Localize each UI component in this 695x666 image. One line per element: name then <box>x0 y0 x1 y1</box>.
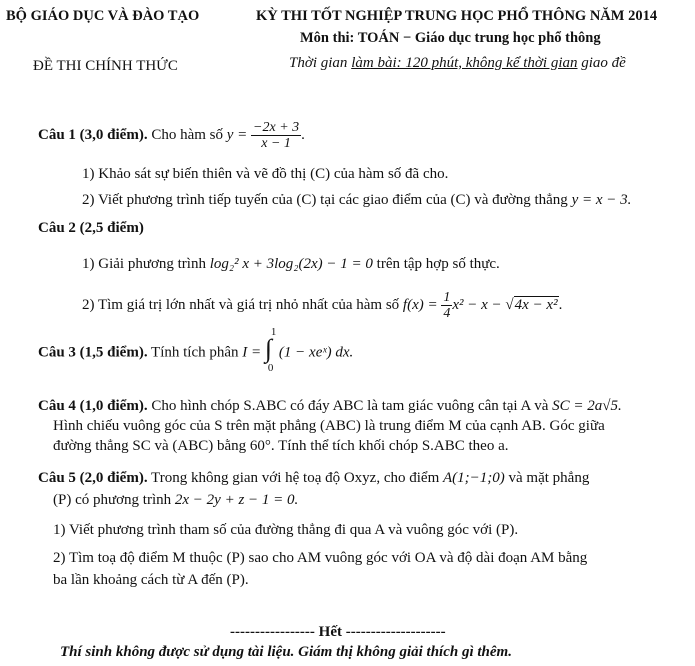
exam-time: Thời gian làm bài: 120 phút, không kể thời gian giao đề <box>289 55 626 71</box>
question-4-line-1: Câu 4 (1,0 điểm). Cho hình chóp S.ABC có đáy ABC là tam giác vuông cân tại A và SC = 2a√5. <box>38 398 622 414</box>
question-1: Câu 1 (3,0 điểm). Cho hàm số y = $\frac{-2x + 3}{x - 1}$ . <box>38 120 305 151</box>
question-4-label: Câu 4 (1,0 điểm). <box>38 398 148 414</box>
q2-part-2: 2) Tìm giá trị lớn nhất và giá trị nhỏ nhất của hàm số f(x) = $\frac{1}{4}$ x² − x − √4x − x². <box>82 290 563 321</box>
question-3-label: Câu 3 (1,5 điểm). <box>38 344 148 361</box>
question-5-line-1: Câu 5 (2,0 điểm). Trong không gian với hệ toạ độ Oxyz, cho điểm A(1;−1;0) và mặt phẳng <box>38 470 590 486</box>
q5-part-1: 1) Viết phương trình tham số của đường thẳng đi qua A và vuông góc với (P). <box>53 522 519 538</box>
exam-subject: Môn thi: TOÁN − Giáo dục trung học phổ thông <box>300 30 601 46</box>
exam-title: KỲ THI TỐT NGHIỆP TRUNG HỌC PHỔ THÔNG NĂM 2014 <box>256 8 658 24</box>
q5-part-2-line-1: 2) Tìm toạ độ điểm M thuộc (P) sao cho AM vuông góc với OA và độ dài đoạn AM bằng <box>53 550 588 566</box>
q2-part-1: 1) Giải phương trình log₂² x + 3log₂(2x) − 1 = 0 trên tập hợp số thực. <box>82 256 500 272</box>
q2-fraction: $\frac{1}{4}$ <box>443 290 451 321</box>
integral-sign: ∫ 1 0 <box>264 326 277 374</box>
ministry-name: BỘ GIÁO DỤC VÀ ĐÀO TẠO <box>6 8 200 24</box>
question-4-line-2: Hình chiếu vuông góc của S trên mặt phẳng (ABC) là trung điểm M của cạnh AB. Góc giữa <box>53 418 605 434</box>
question-3: Câu 3 (1,5 điểm). Tính tích phân I = ∫ 1 0 (1 − xeˣ) dx. <box>38 326 354 374</box>
q1-fraction: $\frac{-2x + 3}{x - 1}$ <box>253 120 300 151</box>
question-2-label: Câu 2 (2,5 điểm) <box>38 220 144 236</box>
question-1-label: Câu 1 (3,0 điểm). <box>38 126 148 143</box>
question-5-label: Câu 5 (2,0 điểm). <box>38 470 148 486</box>
question-4-line-3: đường thẳng SC và (ABC) bằng 60°. Tính thể tích khối chóp S.ABC theo a. <box>53 438 509 454</box>
q1-part-2: 2) Viết phương trình tiếp tuyến của (C) tại các giao điểm của (C) và đường thẳng y = x − 3. <box>82 192 632 208</box>
question-5-line-2: (P) có phương trình 2x − 2y + z − 1 = 0. <box>53 492 299 508</box>
q1-part-1: 1) Khảo sát sự biến thiên và vẽ đồ thị (C) của hàm số đã cho. <box>82 166 449 182</box>
q5-part-2-line-2: ba lần khoảng cách từ A đến (P). <box>53 572 249 588</box>
official-label: ĐỀ THI CHÍNH THỨC <box>33 58 178 74</box>
end-marker: ----------------- Hết -------------------- <box>230 624 446 640</box>
footer-note: Thí sinh không được sử dụng tài liệu. Giám thị không giải thích gì thêm. <box>60 644 512 660</box>
